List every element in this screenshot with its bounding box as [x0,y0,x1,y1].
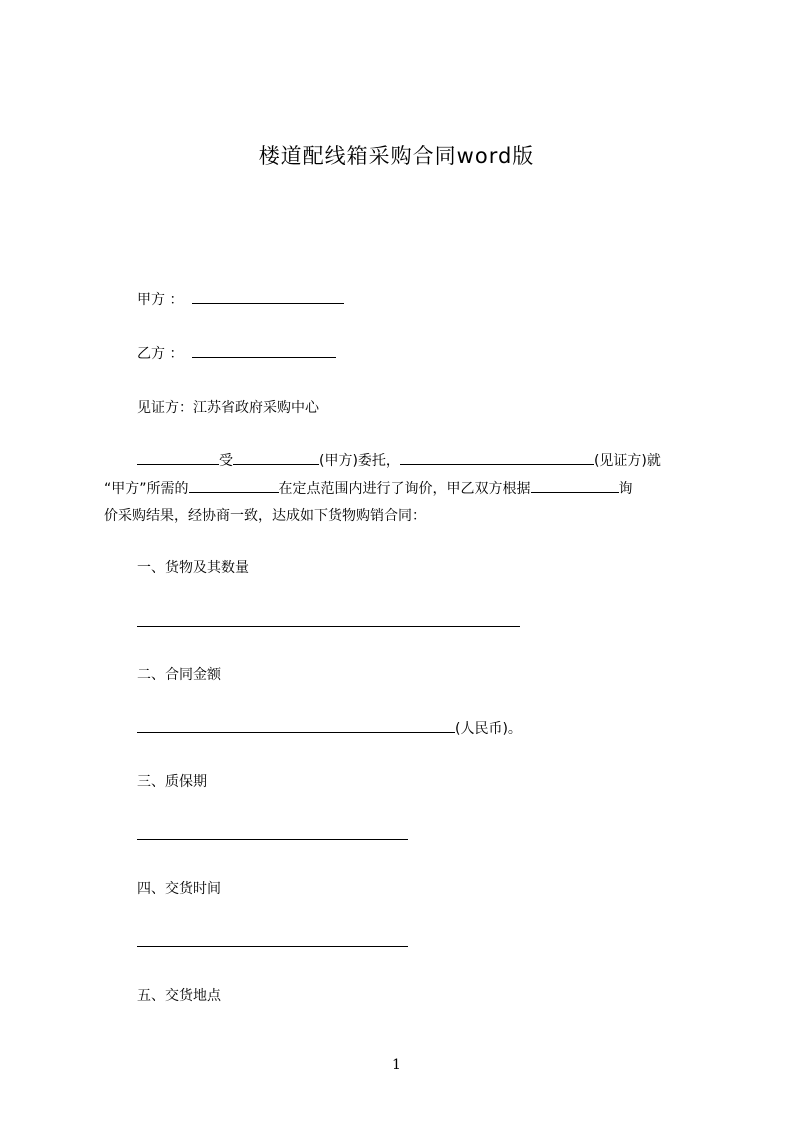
intro-seg-quote: “甲方”所需的 [104,481,189,497]
section-4-blank[interactable] [137,946,408,947]
party-b-blank[interactable] [192,343,336,358]
party-a-line [137,289,344,311]
contract-amount-suffix: (人民币)。 [455,721,522,737]
section-1-blank[interactable] [137,626,520,627]
intro-seg-entrust: (甲方)委托， [319,453,400,469]
party-a-blank[interactable] [192,289,344,304]
intro-line-2 [104,478,633,500]
intro-seg-xun: 询 [618,481,633,497]
basis-blank[interactable] [531,478,619,493]
party-b-line [137,343,336,365]
party-b-label: 乙方 ： [137,346,184,362]
party-a-entrust-blank[interactable] [233,450,319,465]
section-3-blank[interactable] [137,839,408,840]
section-2-heading: 二、合同金额 [137,667,221,683]
intro-seg-inquiry: 在定点范围内进行了询价，甲乙双方根据 [278,481,531,497]
page-number: 1 [392,1057,401,1073]
intro-seg-witness: (见证方)就 [593,453,661,469]
supplier-blank[interactable] [137,450,219,465]
document-title: 楼道配线箱采购合同word版 [258,144,535,168]
section-1-heading: 一、货物及其数量 [137,560,249,576]
section-3-heading: 三、质保期 [137,774,207,790]
witness-blank[interactable] [400,450,594,465]
party-a-label: 甲方 ： [137,292,184,308]
goods-blank[interactable] [189,478,279,493]
section-4-heading: 四、交货时间 [137,881,221,897]
contract-amount-line [137,718,522,740]
intro-line-3: 价采购结果，经协商一致，达成如下货物购销合同： [104,508,426,524]
contract-amount-blank[interactable] [137,718,455,733]
witness-line: 见证方：江苏省政府采购中心 [137,400,319,416]
intro-line-1 [137,450,661,472]
intro-seg-shou: 受 [219,453,233,469]
section-5-heading: 五、交货地点 [137,988,221,1004]
